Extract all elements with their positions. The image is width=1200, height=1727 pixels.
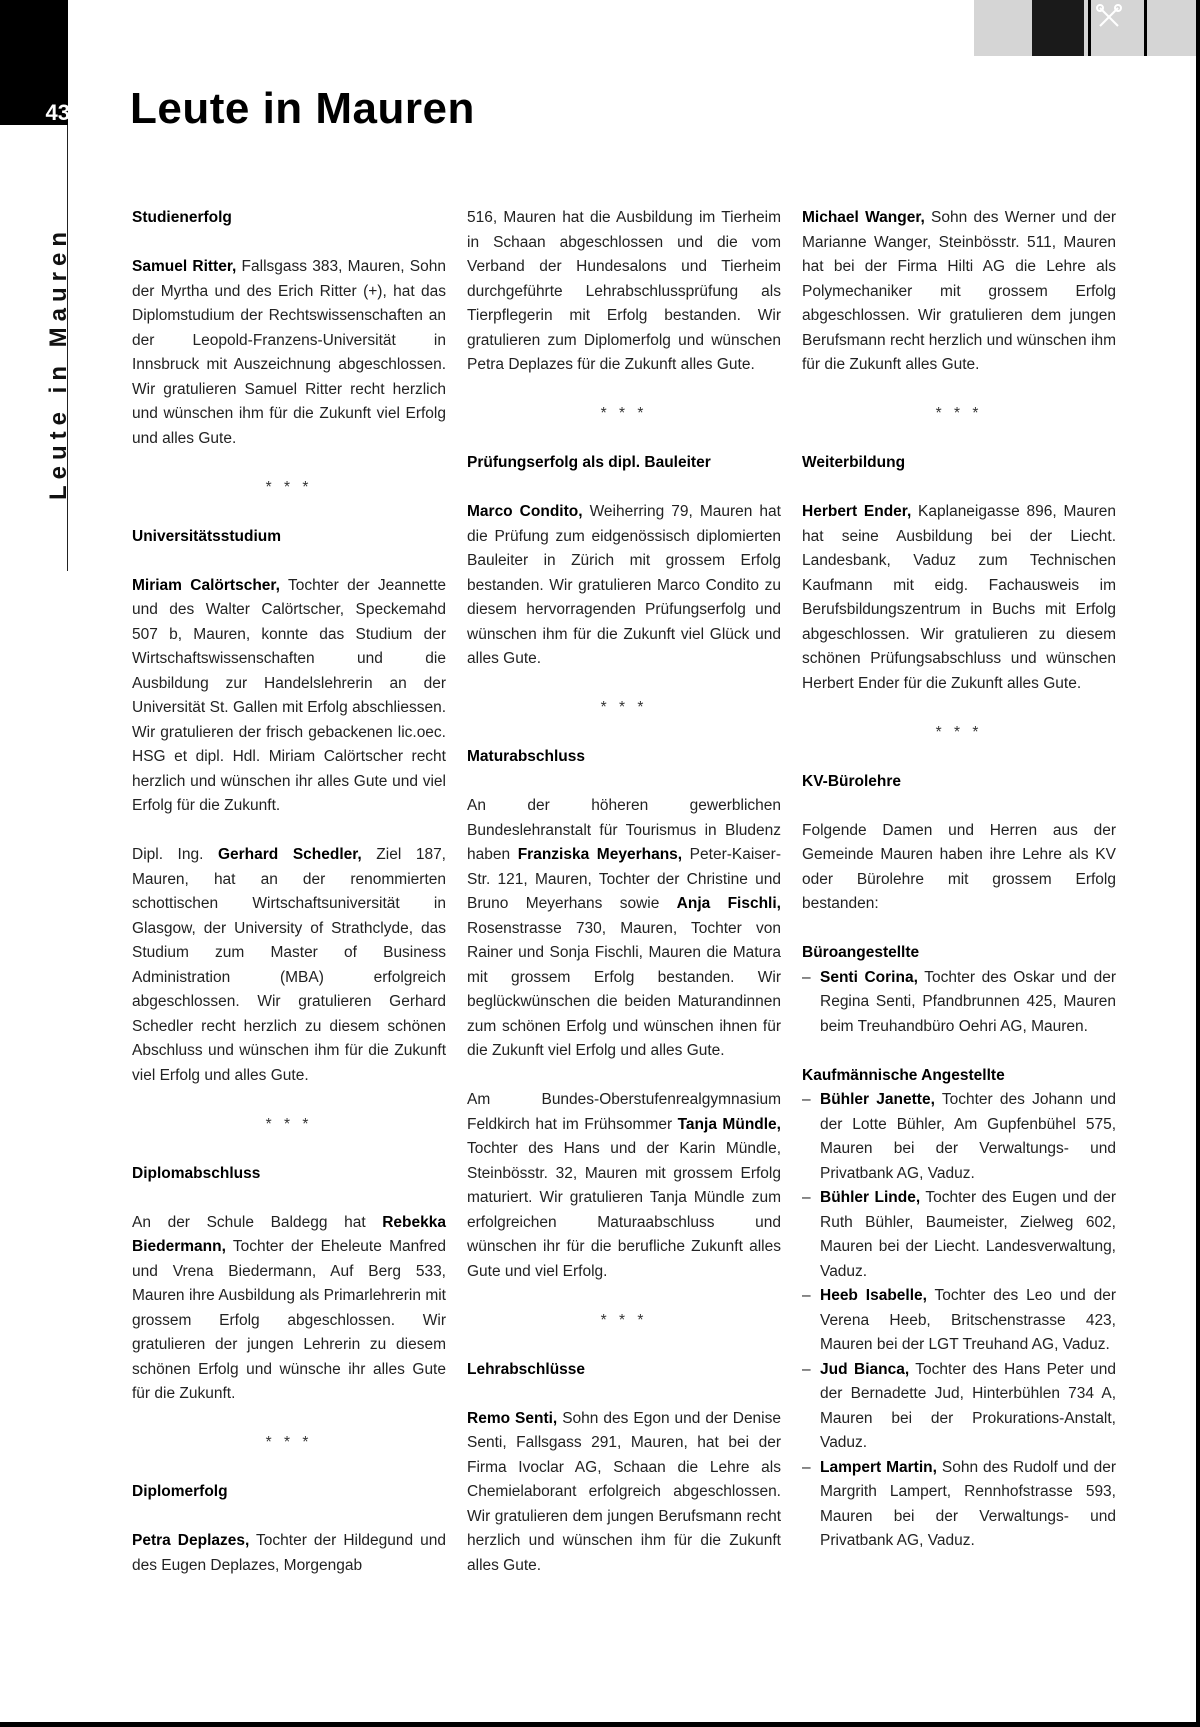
person-name: Bühler Janette, bbox=[820, 1091, 935, 1108]
page-number: 43 bbox=[45, 100, 70, 125]
person-name: Rebekka Biedermann, bbox=[132, 1213, 446, 1255]
article-paragraph: 516, Mauren hat die Ausbildung im Tierheim in Schaan abgeschlossen und die vom Verband der Hundesalons und Tierheim durchgeführte Lehrabschlussprüfung als Tierpflegerin mit Erfolg bestanden. Wir gratulieren zum Diplomerfolg und wünschen Petra Deplazes für die Zukunft alles Gute. bbox=[467, 209, 781, 373]
article-paragraph: Samuel Ritter, Fallsgass 383, Mauren, Sohn der Myrtha und des Erich Ritter (+), hat das Diplomstudium der Rechtswissenschaften an der Leopold-Franzens-Universität in Innsbruck mit Auszeichnung abgeschlossen. Wir gratulieren Samuel Ritter recht herzlich und wünschen ihm für die Zukunft viel Erfolg und alles Gute. bbox=[132, 258, 446, 447]
section-heading: Maturabschluss bbox=[467, 748, 586, 765]
article-paragraph: Remo Senti, Sohn des Egon und der Denise Senti, Fallsgass 291, Mauren, hat bei der Firma Ivoclar AG, Schaan die Lehre als Chemielaborant erfolgreich abgeschlossen. Wir gratulieren dem jungen Berufsmann recht herzlich und wünschen ihm für die Zukunft alles Gute. bbox=[467, 1409, 781, 1574]
section-separator: * * * bbox=[265, 1434, 313, 1451]
article-paragraph: Dipl. Ing. Gerhard Schedler, Ziel 187, Mauren, hat an der renommierten schottischen Wirtschaftsuniversität in Glasgow, der University of Strathclyde, das Studium zum Master of Business Administration (MBA) erfolgreich abgeschlossen. Wir gratulieren Gerhard Schedler recht herzlich zu diesem schönen Abschluss und wünschen ihm für die Zukunft viel Erfolg und alles Gute. bbox=[132, 846, 446, 1084]
column-3 bbox=[802, 206, 1116, 1578]
emblem-block bbox=[1032, 0, 1084, 56]
list-item: – Heeb Isabelle, Tochter des Leo und der Verena Heeb, Britschenstrasse 423, Mauren bei der LGT Treuhand AG, Vaduz. bbox=[802, 1284, 1116, 1358]
article-paragraph: Herbert Ender, Kaplaneigasse 896, Mauren hat seine Ausbildung bei der Liecht. Landesbank, Vaduz zum Technischen Kaufmann mit eidg. Fachausweis im Berufsbildungszentrum in Buchs mit Erfolg abgeschlossen. Wir gratulieren zu diesem schönen Prüfungsabschluss und wünschen Herbert Ender für die Zukunft alles Gute. bbox=[802, 503, 1116, 692]
person-name: Remo Senti, bbox=[467, 1409, 558, 1427]
person-name: Tanja Mündle, bbox=[677, 1115, 781, 1133]
article-paragraph: Folgende Damen und Herren aus der Gemeinde Mauren haben ihre Lehre als KV oder Bürolehre mit grossem Erfolg bestanden: bbox=[802, 821, 1116, 912]
person-name: Jud Bianca, bbox=[820, 1360, 910, 1378]
subsection-heading: Kaufmännische Angestellte bbox=[802, 1066, 1005, 1084]
article-paragraph: An der höheren gewerblichen Bundeslehranstalt für Tourismus in Bludenz haben Franziska Meyerhans, Peter-Kaiser-Str. 121, Mauren, Tochter der Christine und Bruno Meyerhans sowie Anja Fischli, Rosenstrasse 730, Mauren, Tochter von Rainer und Sonja Fischli, Mauren die Matura mit grossem Erfolg bestanden. Wir beglückwünschen die beiden Maturandinnen zum schönen Erfolg und wünschen ihnen für die Zukunft viel Erfolg und alles Gute. bbox=[467, 797, 781, 1059]
list-item: – Bühler Linde, Tochter des Eugen und der Ruth Bühler, Baumeister, Zielweg 602, Mauren bei der Liecht. Landesverwaltung, Vaduz. bbox=[802, 1186, 1116, 1284]
header-ornament bbox=[974, 0, 1196, 56]
person-name: Samuel Ritter, bbox=[132, 258, 237, 275]
article-paragraph: An der Schule Baldegg hat Rebekka Biedermann, Tochter der Eheleute Manfred und Vrena Biedermann, Auf Berg 533, Mauren ihre Ausbildung als Primarlehrerin mit grossem Erfolg abgeschlossen. Wir gratulieren der jungen Lehrerin zu diesem schönen Erfolg und wünsche ihr alles Gute für die Zukunft. bbox=[132, 1213, 446, 1402]
section-heading: Prüfungserfolg als dipl. Bauleiter bbox=[467, 454, 711, 471]
list-item: – Senti Corina, Tochter des Oskar und der Regina Senti, Pfandbrunnen 425, Mauren beim Treuhandbüro Oehri AG, Mauren. bbox=[802, 966, 1116, 1040]
person-name: Lampert Martin, bbox=[820, 1458, 937, 1476]
article-paragraph: Miriam Calörtscher, Tochter der Jeannette und des Walter Calörtscher, Speckemahd 507 b, Mauren, konnte das Studium der Wirtschaftswissenschaften und die Ausbildung zur Handelslehrerin an der Universität St. Gallen mit Erfolg abschliessen. Wir gratulieren der frisch gebackenen lic.oec. HSG et dipl. Hdl. Miriam Calörtscher recht herzlich und wünschen ihr alles Gute und viel Erfolg für die Zukunft. bbox=[132, 576, 446, 814]
list-item: – Bühler Janette, Tochter des Johann und der Lotte Bühler, Am Gupfenbühel 575, Mauren bei der Verwaltungs- und Privatbank AG, Vaduz. bbox=[802, 1088, 1116, 1186]
article-paragraph: Michael Wanger, Sohn des Werner und der Marianne Wanger, Steinbösstr. 511, Mauren hat bei der Firma Hilti AG die Lehre als Polymechaniker mit grossem Erfolg abgeschlossen. Wir gratulieren dem jungen Berufsmann recht herzlich und wünschen ihm für die Zukunft alles Gute. bbox=[802, 209, 1116, 373]
crossed-keys-icon bbox=[1096, 4, 1122, 30]
person-name: Petra Deplazes, bbox=[132, 1532, 250, 1549]
section-separator: * * * bbox=[935, 723, 983, 741]
column-1 bbox=[132, 206, 446, 1603]
ornament-line bbox=[1144, 0, 1147, 56]
article-paragraph: Marco Condito, Weiherring 79, Mauren hat die Prüfung zum eidgenössisch diplomierten Bauleiter in Zürich mit grossem Erfolg bestanden. Wir gratulieren Marco Condito zu diesem hervorragenden Prüfungserfolg und wünschen ihm für die Zukunft viel Glück und alles Gute. bbox=[467, 503, 781, 667]
section-separator: * * * bbox=[935, 405, 983, 422]
person-name: Senti Corina, bbox=[820, 968, 918, 986]
section-separator: * * * bbox=[600, 699, 648, 716]
section-separator: * * * bbox=[600, 1311, 648, 1329]
person-name: Bühler Linde, bbox=[820, 1189, 921, 1206]
ornament-line bbox=[1088, 0, 1091, 56]
section-heading: KV-Bürolehre bbox=[802, 772, 902, 790]
article-paragraph: Petra Deplazes, Tochter der Hildegund und des Eugen Deplazes, Morgengab bbox=[132, 1532, 447, 1574]
person-name: Marco Condito, bbox=[467, 503, 583, 520]
section-heading: Lehrabschlüsse bbox=[467, 1360, 586, 1378]
section-heading: Studienerfolg bbox=[132, 209, 232, 226]
person-name: Herbert Ender, bbox=[802, 503, 912, 520]
section-separator: * * * bbox=[265, 1115, 313, 1133]
list-item: – Jud Bianca, Tochter des Hans Peter und der Bernadette Jud, Hinterbühlen 734 A, Mauren bei der Prokurations-Anstalt, Vaduz. bbox=[802, 1358, 1116, 1456]
page-title: Leute in Mauren bbox=[130, 84, 475, 133]
section-separator: * * * bbox=[600, 405, 648, 422]
person-name: Anja Fischli, bbox=[676, 895, 781, 912]
vertical-section-label: Leute in Mauren bbox=[45, 225, 72, 500]
graduate-list bbox=[802, 1088, 1116, 1554]
section-heading: Diplomerfolg bbox=[132, 1483, 228, 1500]
section-heading: Diplomabschluss bbox=[132, 1164, 261, 1182]
column-2 bbox=[467, 206, 781, 1603]
person-name: Franziska Meyerhans, bbox=[517, 846, 683, 863]
article-paragraph: Am Bundes-Oberstufenrealgymnasium Feldkirch hat im Frühsommer Tanja Mündle, Tochter des Hans und der Karin Mündle, Steinbösstr. 32, Mauren mit grossem Erfolg maturiert. Wir gratulieren Tanja Mündle zum erfolgreichen Maturaabschluss und wünschen ihr für die berufliche Zukunft alles Gute und viel Erfolg. bbox=[467, 1091, 781, 1280]
section-heading: Universitätsstudium bbox=[132, 527, 282, 545]
graduate-list bbox=[802, 966, 1116, 1040]
person-name: Gerhard Schedler, bbox=[217, 846, 362, 863]
subsection-heading: Büroangestellte bbox=[802, 944, 920, 961]
section-heading: Weiterbildung bbox=[802, 454, 906, 471]
person-name: Michael Wanger, bbox=[802, 209, 925, 226]
section-separator: * * * bbox=[265, 478, 313, 496]
person-name: Heeb Isabelle, bbox=[820, 1287, 927, 1304]
person-name: Miriam Calörtscher, bbox=[132, 576, 280, 594]
list-item: – Lampert Martin, Sohn des Rudolf und der Margrith Lampert, Rennhofstrasse 593, Mauren bei der Verwaltungs- und Privatbank AG, Vaduz. bbox=[802, 1456, 1116, 1554]
